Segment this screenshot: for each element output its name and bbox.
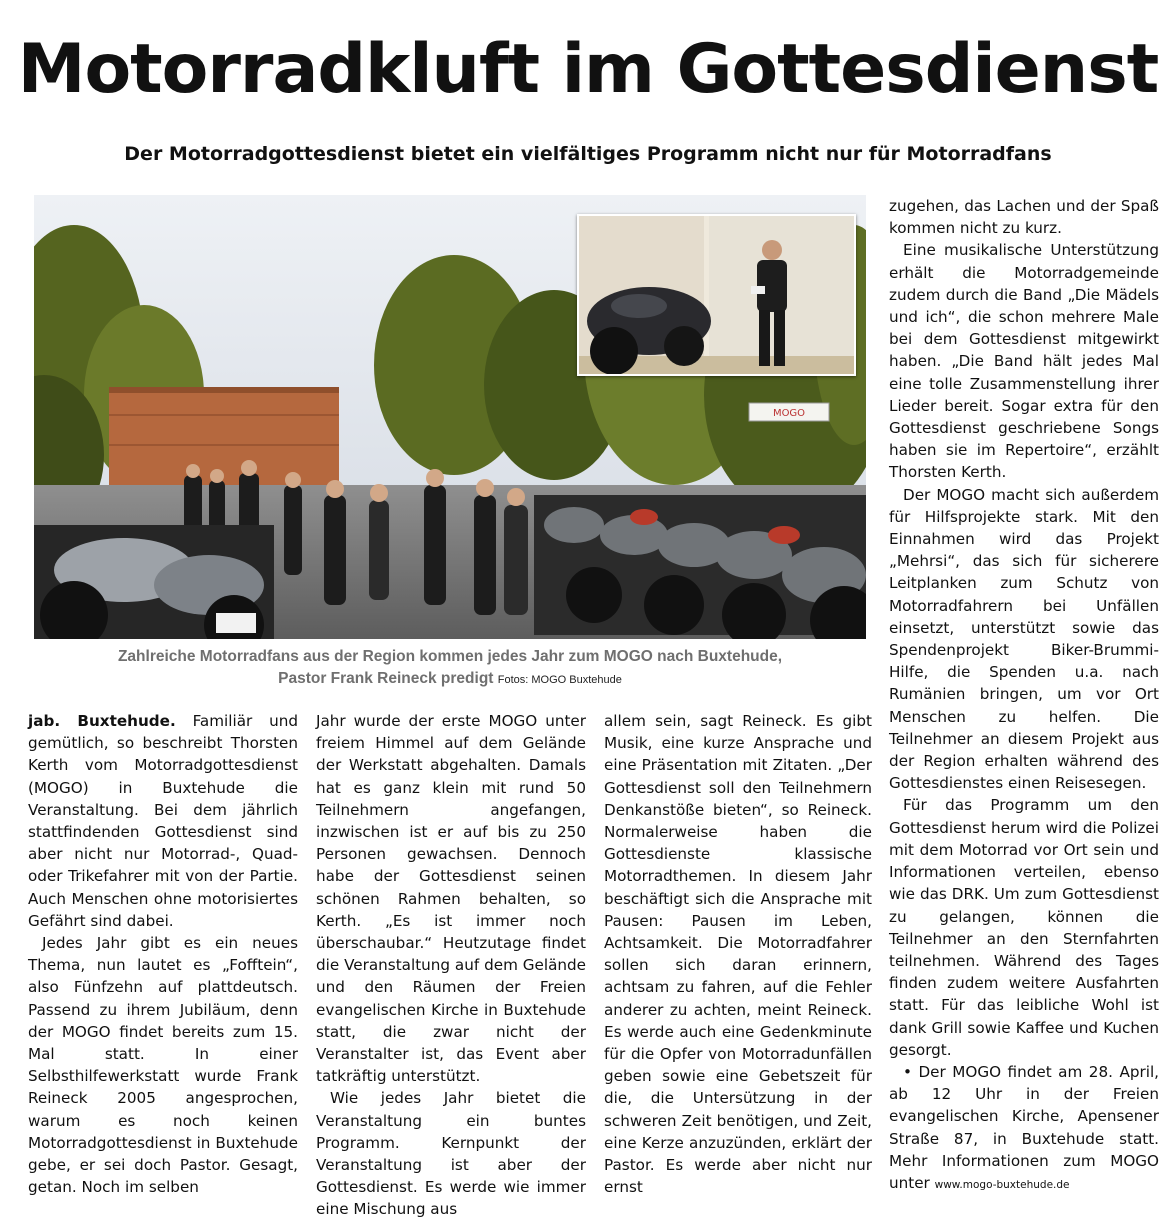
paragraph-text: • Der MOGO findet am 28. April, ab 12 Uhr in der Freien evangelischen Kirche, Apensener Straße 87, in Buxtehude statt. Mehr Informationen zum MOGO unter <box>889 1062 1159 1192</box>
article-column-4 <box>889 195 1159 1196</box>
website-link[interactable]: www.mogo-buxtehude.de <box>934 1178 1070 1191</box>
photo-caption <box>34 646 866 691</box>
paragraph: Jedes Jahr gibt es ein neues Thema, nun lautet es „Fofftein“, also Fünfzehn auf plattdeutsch. Passend zu ihrem Jubiläum, denn der MOGO findet bereits zum 15. Mal statt. In einer Selbsthilfewerkstatt wurde Frank Reineck 2005 angesprochen, warum es noch keinen Motorradgottesdienst in Buxtehude gebe, er sei doch Pastor. Gesagt, getan. Noch im selben <box>28 934 298 1197</box>
paragraph: Der MOGO macht sich außerdem für Hilfsprojekte stark. Mit den Einnahmen wird das Projekt „Mehrsi“, das sich für sicherere Leitplanken zum Schutz von Motorradfahrern bei Unfällen einsetzt, unterstützt sowie das Spendenprojekt Biker-Brummi-Hilfe, die Spenden u.a. nach Rumänien bringen, um vor Ort Menschen zu helfen. Die Teilnehmer an diesem Projekt aus der Region erhalten während des Gottesdienstes einen Reisesegen. <box>889 485 1159 793</box>
paragraph: allem sein, sagt Reineck. Es gibt Musik, eine kurze Ansprache und eine Präsentation mit Zitaten. „Der Gottesdienst soll den Teilnehmern Denkanstöße bieten“, so Reineck. Normalerweise haben die Gottesdienste klassische Motorradthemen. In diesem Jahr beschäftigt sich die Ansprache mit Pausen: Pausen im Leben, Achtsamkeit. Die Motorradfahrer sollen sich daran erinnern, achtsam zu fahren, auf die Fehler anderer zu achten, meint Reineck. Es werde auch eine Gedenkminute für die Opfer von Motorradunfällen geben sowie eine Gebetszeit für die, die Untersützung in der schweren Zeit benötigen, und Zeit, eine Kerze anzuzünden, erklärt der Pastor. Es werde aber nicht nur ernst <box>604 712 872 1197</box>
paragraph: Wie jedes Jahr bietet die Veranstaltung ein buntes Programm. Kernpunkt der Veranstaltung ist aber der Gottesdienst. Es werde wie immer eine Mischung aus <box>316 1089 586 1219</box>
dateline: jab. Buxtehude. <box>28 712 176 730</box>
paragraph-text: Familiär und gemütlich, so beschreibt Thorsten Kerth vom Motorradgottesdienst (MOGO) in Buxtehude die Veranstaltung. Bei dem jährlich stattfindenden Gottesdienst sind aber nicht nur Motorrad-, Quad- oder Trikefahrer mit von der Partie. Auch Menschen ohne motorisiertes Gefährt sind dabei. <box>28 712 298 930</box>
inset-photo-preacher <box>577 214 856 376</box>
article-column-2 <box>316 710 586 1221</box>
subheadline: Der Motorradgottesdienst bietet ein vielfältiges Programm nicht nur für Motorradfans <box>124 143 1052 165</box>
article-column-1 <box>28 710 298 1198</box>
paragraph <box>28 710 298 932</box>
paragraph: Eine musikalische Unterstützung erhält die Motorradgemeinde zudem durch die Band „Die Mädels und ich“, die schon mehrere Male bei dem Gottesdienst mitgewirkt haben. „Die Band hält jedes Mal eine tolle Zusammenstellung ihrer Lieder bereit. Sogar extra für den Gottesdienst geschriebene Songs haben sie im Repertoire“, erzählt Thorsten Kerth. <box>889 241 1159 482</box>
caption-line-1: Zahlreiche Motorradfans aus der Region kommen jedes Jahr zum MOGO nach Buxtehude, <box>117 648 783 665</box>
headline: Motorradkluft im Gottesdienst <box>17 30 1159 109</box>
photo-credit: Fotos: MOGO Buxtehude <box>497 674 622 686</box>
paragraph: Für das Programm um den Gottesdienst herum wird die Polizei mit dem Motorrad vor Ort sein und Informationen verteilen, ebenso wie das DRK. Um zum Gottesdienst zu gelangen, können die Teilnehmer an den Sternfahrten teilnehmen. Während des Tages finden zudem weitere Ausfahrten statt. Für das leibliche Wohl ist dank Grill sowie Kaffee und Kuchen gesorgt. <box>889 796 1159 1059</box>
article-column-3 <box>604 710 872 1198</box>
banner-text: MOGO <box>772 408 806 419</box>
paragraph <box>889 1061 1159 1196</box>
caption-line-2: Pastor Frank Reineck predigt <box>278 670 494 687</box>
paragraph: zugehen, das Lachen und der Spaß kommen nicht zu kurz. <box>889 197 1159 238</box>
paragraph: Jahr wurde der erste MOGO unter freiem Himmel auf dem Gelände der Werkstatt abgehalten. Damals hat es ganz klein mit rund 50 Teilnehmern angefangen, inzwischen ist er auf bis zu 250 Personen gewachsen. Dennoch habe der Gottesdienst seinen schönen Rahmen behalten, so Kerth. „Es ist immer noch überschaubar.“ Heutzutage findet die Veranstaltung auf dem Gelände und den Räumen der Freien evangelischen Kirche in Buxtehude statt, die zwar nicht der Veranstalter ist, das Event aber tatkräftig unterstützt. <box>316 712 586 1086</box>
